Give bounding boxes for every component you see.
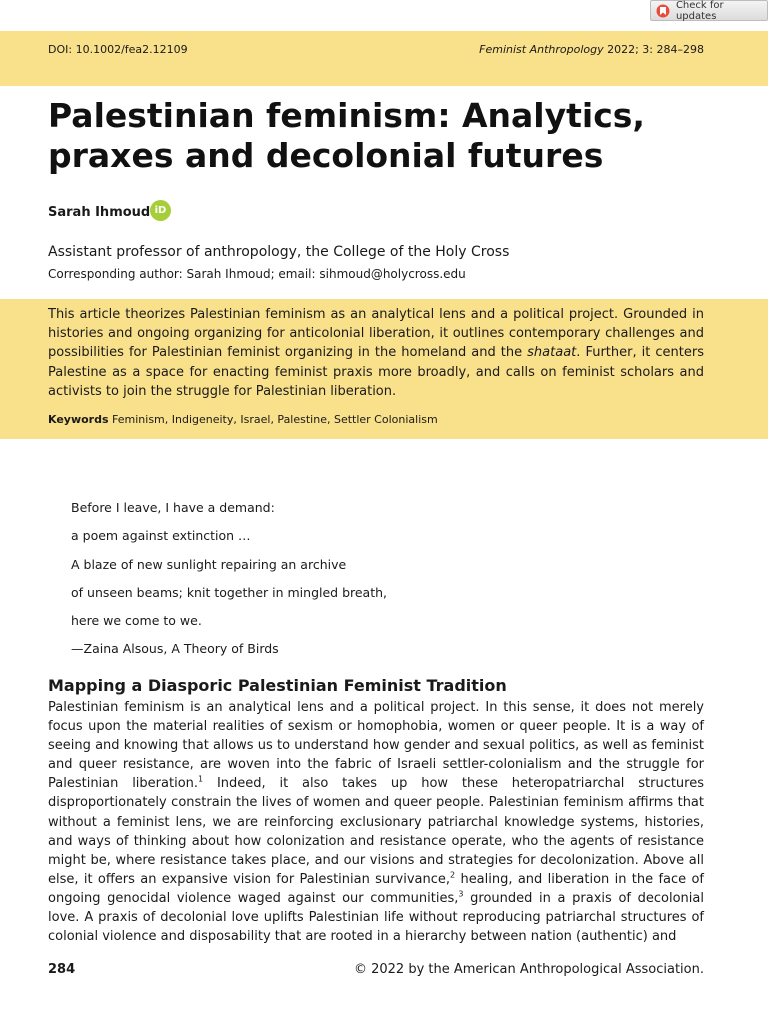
corresponding-author: Corresponding author: Sarah Ihmoud; email: sihmoud@holycross.edu xyxy=(48,267,466,281)
footnote-ref-2[interactable]: 2 xyxy=(450,870,456,880)
keywords-list: Feminism, Indigeneity, Israel, Palestine, Settler Colonialism xyxy=(108,413,438,426)
body-text-3: healing, and liberation in the face of ongoing genocidal violence waged against our communities, xyxy=(48,871,704,906)
keywords xyxy=(48,413,438,426)
section-heading: Mapping a Diasporic Palestinian Feminist Tradition xyxy=(48,676,507,695)
footnote-ref-1[interactable]: 1 xyxy=(198,775,204,785)
epigraph-line: a poem against extinction … xyxy=(71,528,251,544)
page-number: 284 xyxy=(48,962,76,977)
body-text-4: grounded in a praxis of decolonial love. A praxis of decolonial love uplifts Palestinian life without reproducing patriarchal structures of colonial violence and disposability that are rooted in a hierarchy between nation (authentic) and xyxy=(48,890,704,945)
body-paragraph xyxy=(48,698,704,946)
epigraph-line: Before I leave, I have a demand: xyxy=(71,500,275,515)
crossmark-icon xyxy=(656,4,670,18)
epigraph xyxy=(71,500,387,670)
author-affiliation: Assistant professor of anthropology, the College of the Holy Cross xyxy=(48,244,510,260)
journal-citation xyxy=(479,43,704,56)
epigraph-line: A blaze of new sunlight repairing an archive xyxy=(71,556,347,572)
journal-name: Feminist Anthropology xyxy=(479,43,604,56)
copyright-notice: © 2022 by the American Anthropological Association. xyxy=(353,962,704,977)
check-for-updates-label: Check for updates xyxy=(675,0,724,22)
abstract-part-2: . Further, it centers Palestine as a space for enacting feminist praxis more broadly, and calls on feminist scholars and activists to join the struggle for Palestinian liberation. xyxy=(48,345,704,399)
abstract-italic-term: shataat xyxy=(527,345,577,361)
keywords-label: Keywords xyxy=(48,413,109,426)
abstract-part-1: This article theorizes Palestinian feminism as an analytical lens and a political project. Grounded in histories and ongoing organizing for anticolonial liberation, it outlines contemporary challenges and possibilities for Palestinian feminist organizing in the homeland and the xyxy=(48,307,704,361)
epigraph-line: of unseen beams; knit together in mingled breath, xyxy=(71,584,388,600)
header-band xyxy=(0,31,768,86)
journal-issue: 2022; 3: 284–298 xyxy=(603,43,704,56)
body-text-2: Indeed, it also takes up how these heteropatriarchal structures disproportionately constrain the lives of women and queer people. Palestinian feminism affirms that without a feminist lens, we are reinforcing exclusionary patriarchal knowledge systems, histories, and ways of thinking about how colonization and resistance operate, who the agents of resistance might be, where resistance takes place, and our visions and strategies for decolonization. Above all else, it offers an expansive vision for Palestinian survivance, xyxy=(48,776,705,887)
doi-link[interactable]: DOI: 10.1002/fea2.12109 xyxy=(48,43,188,56)
abstract-text xyxy=(48,305,704,401)
footnote-ref-3[interactable]: 3 xyxy=(458,889,464,899)
epigraph-attribution: —Zaina Alsous, A Theory of Birds xyxy=(71,641,279,657)
body-text-1: Palestinian feminism is an analytical lens and a political project. In this sense, it does not merely focus upon the material realities of sexism or homophobia, women or queer people. It is a way of seeing and knowing that allows us to understand how gender and sexual politics, as well as feminist and queer resistance, are woven into the fabric of Israeli settler-colonialism and the struggle for Palestinian liberation. xyxy=(48,700,704,792)
article-title: Palestinian feminism: Analytics, praxes and decolonial futures xyxy=(48,96,645,175)
author-name: Sarah Ihmoud xyxy=(48,205,151,220)
check-for-updates-button[interactable] xyxy=(650,0,768,21)
epigraph-line: here we come to we. xyxy=(71,613,202,629)
orcid-icon[interactable]: iD xyxy=(150,200,171,221)
